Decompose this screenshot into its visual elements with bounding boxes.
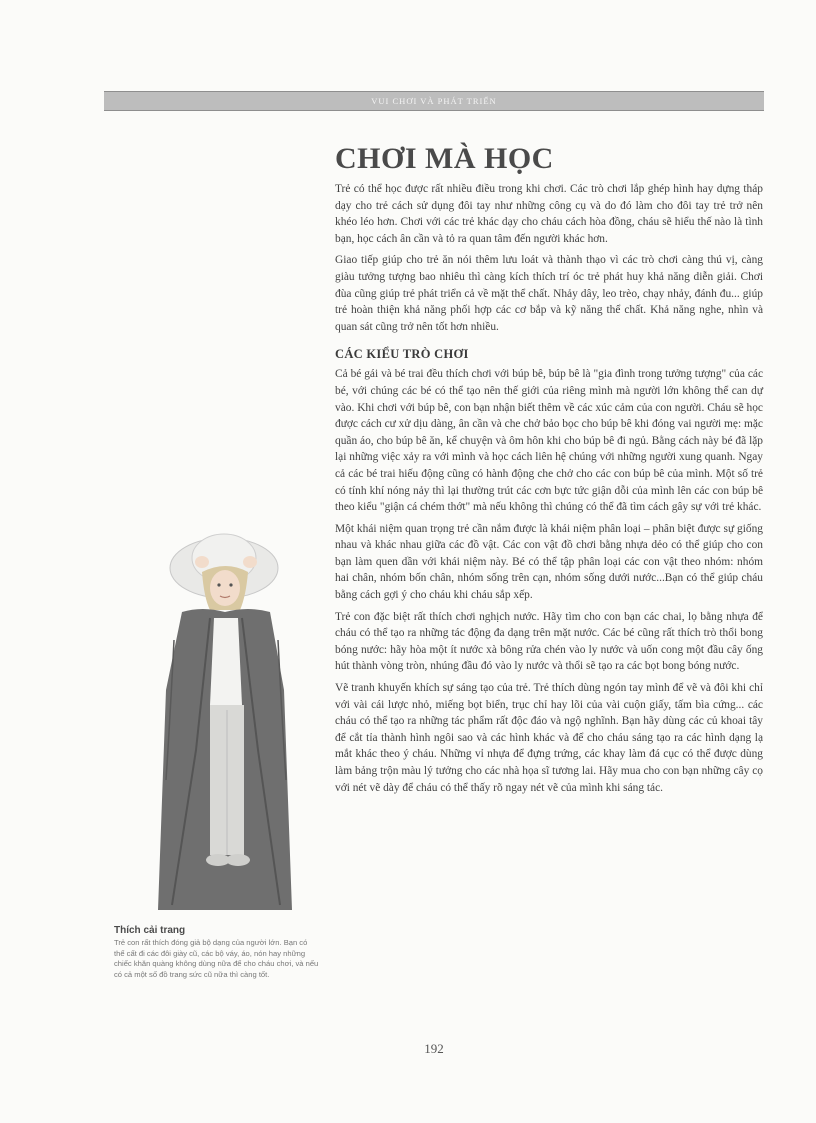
page-number: 192 xyxy=(424,1041,444,1056)
running-header-text: VUI CHƠI VÀ PHÁT TRIỂN xyxy=(371,96,497,106)
page-title: CHƠI MÀ HỌC xyxy=(335,142,554,175)
paragraph: Giao tiếp giúp cho trẻ ăn nói thêm lưu loát và thành thạo vì các trò chơi càng thú vị, càng giàu tưởng tượng bao nhiêu thì càng kích thích trí óc trẻ phát huy khả năng diễn giải. Chơi đùa cũng giúp trẻ phát triển cả về mặt thể chất. Nhảy dây, leo trèo, chạy nhảy, đánh đu... giúp trẻ hoàn thiện khả năng phối hợp các cơ bắp và kỹ năng thể chất. Khả năng nghe, nhìn và quan sát cũng trở nên tốt hơn nhiều. xyxy=(335,254,763,333)
body-column xyxy=(335,181,763,801)
caption-title: Thích cải trang xyxy=(114,925,186,936)
paragraph: Một khái niệm quan trọng trẻ cần nắm được là khái niệm phân loại – phân biệt được sự giống nhau và khác nhau giữa các đồ vật. Các con vật đồ chơi bằng nhựa dẻo có thể giúp cho con bạn làm quen dần với khái niệm này. Bé có thể tập phân loại các con vật theo nhóm: nhóm hai chân, nhóm bốn chân, nhóm sống trên cạn, nhóm sống dưới nước...Bạn có thể giúp cháu bằng cách gợi ý cho cháu khi cháu sắp xếp. xyxy=(335,522,763,602)
child-dress-up-photo xyxy=(152,520,302,920)
running-header xyxy=(104,91,764,111)
paragraph: Trẻ con đặc biệt rất thích chơi nghịch nước. Hãy tìm cho con bạn các chai, lọ bằng nhựa để cháu có thể tạo ra những tác động đa dạng trên mặt nước. Các bé cũng rất thích trò thổi bong bóng nước: hãy hòa một ít nước xà bông rửa chén vào ly nước và uốn cong một đầu cây ống hút thành vòng tròn, nhúng đầu đó vào ly nước và thổi sẽ tạo ra các bọt bong bóng nước. xyxy=(335,610,763,673)
paragraph: Cả bé gái và bé trai đều thích chơi với búp bê, búp bê là "gia đình trong tưởng tượng" của các bé, với chúng các bé có thể tạo nên thế giới của riêng mình mà người lớn không thể can dự vào. Khi chơi với búp bê, con bạn nhận biết thêm về các xúc cảm của con người. Cháu sẽ học được cách cư xử dịu dàng, ân cần và che chở bảo bọc cho búp bê khi đóng vai người mẹ: mặc quần áo, cho búp bê ăn, kể chuyện và ôm hôn khi cho búp bê đi ngủ. Bằng cách này bé đã lặp lại những việc xảy ra với mình và học cách liên hệ chúng với những người xung quanh. Ngay cả các bé trai hiếu động cũng có hành động che chở cho các con búp bê của mình. Một số trẻ có tính khí nóng nảy thì lại thường trút các cơn bực tức giận dỗi của mình lên các con búp bê theo kiểu "giận cá chém thớt" mà nếu không thì chúng có thể đã tìm cách gây sự với trẻ khác. xyxy=(335,368,763,514)
paragraph: Trẻ có thể học được rất nhiều điều trong khi chơi. Các trò chơi lắp ghép hình hay dựng tháp dạy cho trẻ cách sử dụng đôi tay như những công cụ và do đó làm cho đôi tay trẻ trở nên khéo léo hơn. Chơi với các trẻ khác dạy cho cháu cách hòa đồng, cháu sẽ hiểu thế nào là tình bạn, học cách ân cần và tỏ ra quan tâm đến người khác hơn. xyxy=(335,183,763,245)
caption-body: Trẻ con rất thích đóng giả bộ dạng của người lớn. Bạn có thể cất đi các đôi giày cũ, các bộ váy, áo, nón hay những chiếc khăn quàng không dùng nữa để cho cháu chơi, và nếu có cả một số đồ trang sức cũ nữa thì càng tốt. xyxy=(114,938,319,979)
photo-caption xyxy=(114,925,319,980)
paragraph: Vẽ tranh khuyến khích sự sáng tạo của trẻ. Trẻ thích dùng ngón tay mình để vẽ và đôi khi chỉ với vài cái lược nhỏ, miếng bọt biển, trục chỉ hay lõi của vài cuộn giấy, tấm bìa cứng... các cháu có thể tạo ra những tác phẩm rất độc đáo và ngộ nghĩnh. Bạn hãy dùng các củ khoai tây để cắt tỉa thành hình ngôi sao và các hình khác và để cho cháu sáng tạo ra các hình dạng lạ mắt khác theo ý cháu. Những vỉ nhựa để đựng trứng, các khay làm đá cục có thể được dùng làm bảng trộn màu lý tưởng cho các nhà họa sĩ tương lai. Hãy mua cho con bạn những cây cọ với nét vẽ dày để cháu có thể thấy rõ ngay nét vẽ của mình khi sáng tác. xyxy=(335,682,763,794)
section-heading: CÁC KIỂU TRÒ CHƠI xyxy=(335,347,469,362)
